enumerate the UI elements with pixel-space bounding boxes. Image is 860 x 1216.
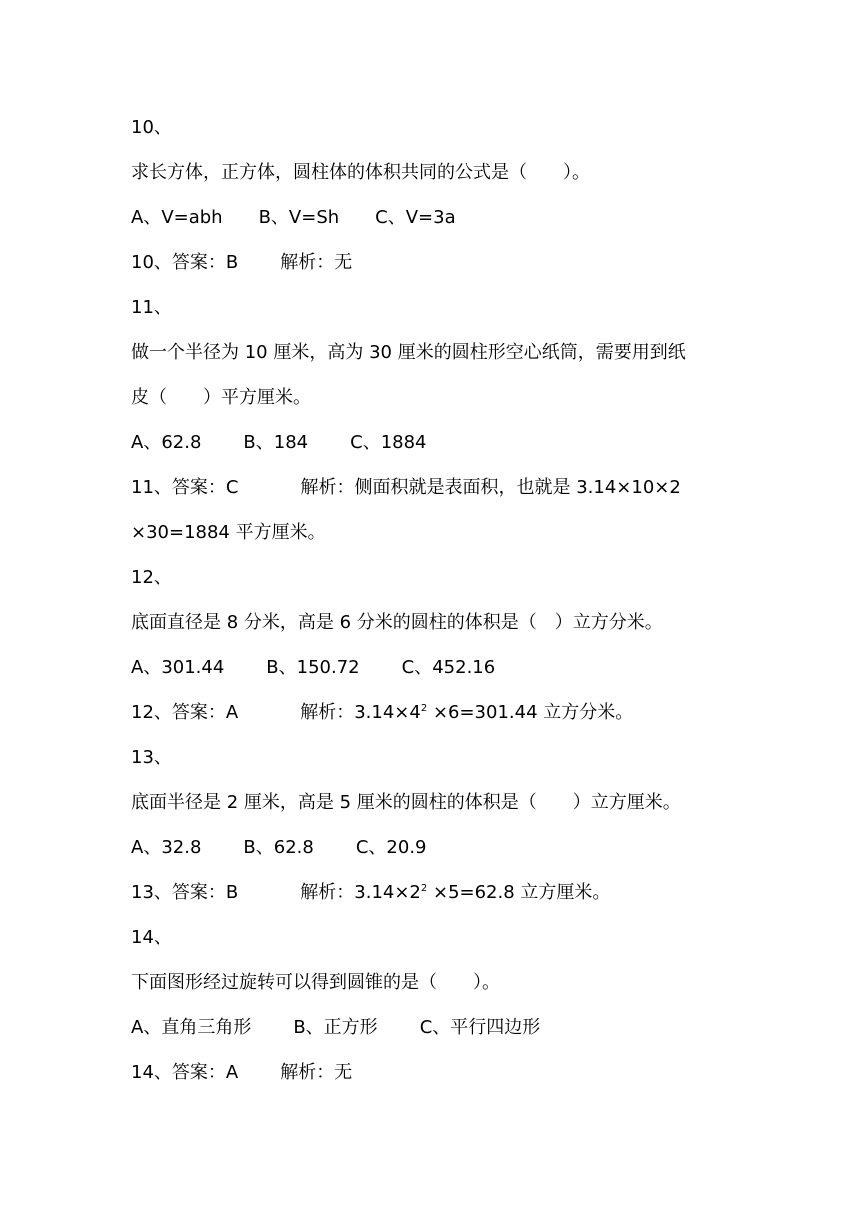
option-c: C、20.9 [355, 837, 427, 858]
answer: 11、答案：C [131, 477, 239, 498]
exponent: 2 [420, 703, 428, 714]
question-13-stem: 底面半径是 2 厘米，高是 5 厘米的圆柱的体积是（ ）立方厘米。 [131, 792, 681, 813]
question-10-answer [131, 251, 352, 275]
exponent: 2 [420, 883, 428, 894]
analysis: 解析：无 [280, 1062, 353, 1083]
question-14-options [131, 1016, 540, 1040]
option-b: B、62.8 [243, 837, 314, 858]
option-b: B、V=Sh [258, 207, 340, 228]
question-12-stem: 底面直径是 8 分米，高是 6 分米的圆柱的体积是（ ）立方分米。 [131, 612, 663, 633]
option-c: C、452.16 [401, 657, 496, 678]
answer: 12、答案：A [131, 702, 239, 723]
option-b: B、184 [243, 432, 309, 453]
question-13-answer [131, 881, 610, 905]
analysis: 解析：$3.14\times 4^2 \times 6=301.44$ 立方分米。 [300, 702, 634, 723]
question-13-options [131, 836, 427, 860]
answer: 10、答案：B [131, 252, 239, 273]
question-11-stem-line2: 皮（ ）平方厘米。 [131, 387, 311, 408]
answer: 14、答案：A [131, 1062, 239, 1083]
question-14-stem: 下面图形经过旋转可以得到圆锥的是（ ）。 [131, 972, 500, 993]
question-14-answer [131, 1061, 352, 1085]
question-10-stem: 求长方体，正方体，圆柱体的体积共同的公式是（ ）。 [131, 162, 590, 183]
answer: 13、答案：B [131, 882, 239, 903]
question-11-stem-line1: 做一个半径为 10 厘米，高为 30 厘米的圆柱形空心纸筒，需要用到纸 [131, 342, 686, 363]
question-13-number: 13、 [131, 747, 172, 768]
question-11-number: 11、 [131, 297, 172, 318]
option-a: A、301.44 [131, 657, 225, 678]
option-a: A、32.8 [131, 837, 202, 858]
option-c: C、平行四边形 [419, 1017, 541, 1038]
option-b: B、150.72 [266, 657, 360, 678]
question-10-options [131, 206, 456, 230]
analysis: 解析：侧面积就是表面积，也就是 3.14×10×2 [300, 477, 681, 498]
question-11-options [131, 431, 427, 455]
option-c: C、V=3a [375, 207, 456, 228]
option-b: B、正方形 [293, 1017, 378, 1038]
option-a: A、62.8 [131, 432, 202, 453]
question-11-analysis-line2: ×30=1884 平方厘米。 [131, 522, 326, 543]
option-a: A、V=abh [131, 207, 223, 228]
option-a: A、直角三角形 [131, 1017, 252, 1038]
analysis: 解析：无 [280, 252, 353, 273]
option-c: C、1884 [350, 432, 427, 453]
question-11-answer [131, 476, 681, 500]
analysis: 解析：$3.14\times 2^2 \times 5=62.8$ 立方厘米。 [300, 882, 611, 903]
question-12-number: 12、 [131, 567, 172, 588]
question-12-options [131, 656, 495, 680]
question-10-number: 10、 [131, 117, 172, 138]
question-12-answer [131, 701, 633, 725]
question-14-number: 14、 [131, 927, 172, 948]
